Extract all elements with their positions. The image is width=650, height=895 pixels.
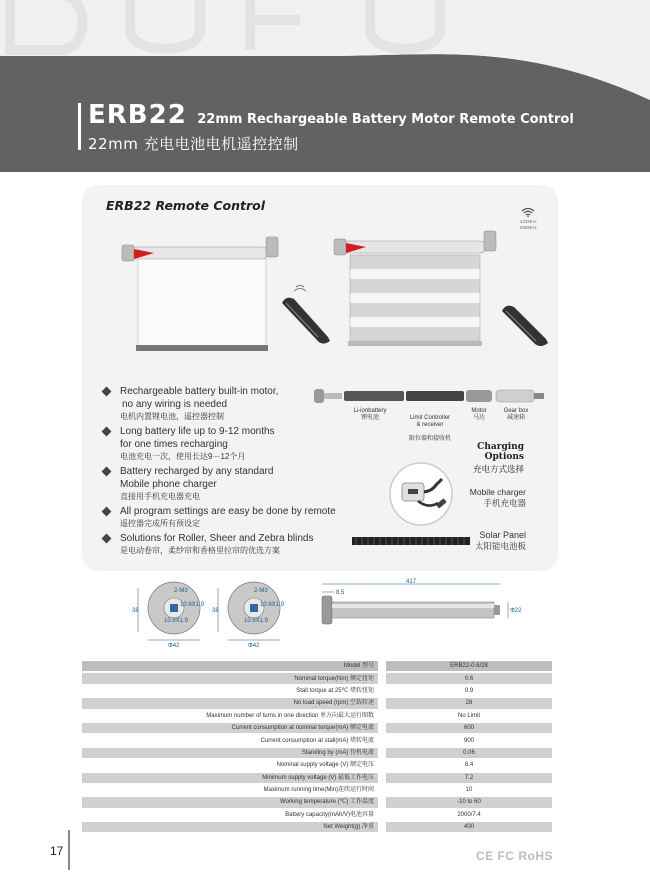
header-title-row	[88, 100, 574, 130]
spec-label: Maximum number of turns in one direction 单方向最大运行圈数	[206, 712, 374, 719]
header-accent-bar	[78, 103, 81, 150]
end-a-label-2: 10.8X1.9	[180, 602, 205, 608]
mobile-charger-label: Mobile charger 手机充电器	[469, 487, 526, 508]
spec-header-row	[82, 661, 552, 671]
feature-item: Rechargeable battery built-in motor, no any wiring is needed 电机内置锂电池，遥控器控制	[100, 385, 370, 423]
diamond-bullet-icon	[102, 534, 112, 544]
wireless-icon	[521, 207, 535, 217]
spec-value: 7.2	[386, 773, 552, 783]
feature-item: Battery recharged by any standard Mobile phone charger 直接用手机充电器充电	[100, 465, 370, 503]
charging-options: Charging Options 充电方式选择	[472, 442, 524, 474]
spec-gap	[378, 661, 386, 671]
spec-gap	[378, 673, 386, 683]
spec-row	[82, 686, 552, 696]
spec-label: No load speed (rpm) 空载转速	[82, 698, 378, 708]
end-b-label-1: 2-M3	[254, 588, 268, 594]
solar-panel-label: Solar Panel 太阳能电池板	[474, 530, 526, 551]
spec-value: ERB22-0.6/28	[386, 661, 552, 671]
end-b-diameter: Φ42	[248, 643, 260, 648]
header-title-en: 22mm Rechargeable Battery Motor Remote Control	[197, 112, 574, 127]
spec-gap	[378, 723, 386, 733]
spec-value: No Limit	[457, 712, 480, 719]
component-gear-box: Gear box 减速箱	[503, 408, 529, 421]
feature-item: Solutions for Roller, Sheer and Zebra blinds 是电动卷帘，柔纱帘和香格里拉帘的优选方案	[100, 532, 370, 557]
spec-gap	[378, 686, 386, 696]
spec-label: Battery capacity(mAh/V)电池容量	[285, 811, 374, 818]
spec-value: 0.6	[386, 673, 552, 683]
end-a-diameter: Φ42	[168, 643, 180, 648]
end-cap-drawing-a	[132, 582, 205, 648]
spec-value: 0.9	[464, 687, 474, 694]
spec-value: -10 to 60	[386, 797, 552, 807]
spec-gap	[378, 735, 386, 745]
mobile-charger-image	[388, 461, 454, 527]
spec-value: 2000/7.4	[457, 811, 481, 818]
roller-blind-illustration	[120, 227, 290, 357]
end-b-label-3: 10.8X1.9	[244, 618, 269, 624]
spec-gap	[378, 810, 386, 820]
spec-row	[82, 711, 552, 721]
spec-label: Net Weight(g) 净重	[82, 822, 378, 832]
footer-divider	[68, 830, 70, 870]
panel-title: ERB22 Remote Control	[106, 198, 266, 213]
spec-gap	[378, 822, 386, 832]
spec-row	[82, 673, 552, 683]
product-panel	[82, 185, 558, 571]
feature-item: Long battery life up to 9-12 months for one times recharging 电池充电一次，使用长达9－12个月	[100, 425, 370, 463]
component-limit-controller: Limit Controller & receiver 限位器和接收机	[408, 415, 451, 442]
end-a-label-3: 10.8X1.9	[164, 618, 189, 624]
spec-value: 600	[386, 723, 552, 733]
tube-offset: 8.5	[336, 590, 345, 596]
frequency-badge	[520, 207, 537, 231]
spec-label: Minimum supply voltage (V) 最低工作电压	[82, 773, 378, 783]
spec-label: Current consumption at stall(mA) 堵转电流	[260, 737, 374, 744]
freq-433: 433MHz	[520, 219, 537, 224]
dimension-drawings	[130, 578, 560, 648]
spec-gap	[378, 785, 386, 795]
solar-panel-image	[352, 537, 470, 545]
spec-label: Maximum running time(Min)连续运行时间	[263, 787, 374, 794]
spec-gap	[378, 797, 386, 807]
spec-row	[82, 785, 552, 795]
spec-value: 10	[465, 787, 473, 794]
feature-list	[100, 385, 370, 559]
diamond-bullet-icon	[102, 467, 112, 477]
spec-table	[82, 659, 552, 834]
end-b-height: 38	[212, 608, 219, 614]
diamond-bullet-icon	[102, 427, 112, 437]
spec-gap	[378, 711, 386, 721]
component-battery: Li-ionbattery 锂电池	[353, 408, 387, 421]
spec-row	[82, 723, 552, 733]
spec-row	[82, 773, 552, 783]
spec-gap	[378, 698, 386, 708]
certification-marks: CE FC RoHS	[476, 849, 553, 863]
end-b-label-2: 10.8X1.9	[260, 602, 285, 608]
spec-row	[82, 748, 552, 758]
diamond-bullet-icon	[102, 507, 112, 517]
spec-value: 8.4	[464, 762, 474, 769]
spec-value: 900	[463, 737, 474, 744]
spec-label: Model 型号	[82, 661, 378, 671]
tube-motor-drawing	[322, 579, 522, 624]
zebra-blind-illustration	[330, 225, 500, 355]
spec-gap	[378, 773, 386, 783]
header-title-cn: 22mm 充电电池电机遥控控制	[88, 135, 299, 153]
freq-868: 868MHz	[520, 225, 537, 230]
model-name: ERB22	[88, 100, 187, 130]
spec-gap	[378, 748, 386, 758]
tube-length: 417	[406, 579, 417, 585]
end-a-height: 38	[132, 608, 139, 614]
spec-label: Standing by (mA) 待机电流	[82, 748, 378, 758]
page-number: 17	[50, 844, 64, 858]
remote-control-1	[272, 285, 332, 355]
end-a-label-1: 2-M3	[174, 588, 188, 594]
diamond-bullet-icon	[102, 387, 112, 397]
component-motor: Motor 马达	[471, 408, 487, 421]
end-cap-drawing-b	[212, 582, 285, 648]
spec-label: Stall torque at 25℃ 堵转扭矩	[296, 687, 374, 694]
spec-gap	[378, 760, 386, 770]
spec-value: 28	[386, 698, 552, 708]
spec-row	[82, 760, 552, 770]
spec-value: 400	[386, 822, 552, 832]
spec-label: Nominal torque(Nm) 额定扭矩	[82, 673, 378, 683]
page-header	[0, 0, 650, 172]
spec-label: Working temperature (℃) 工作温度	[82, 797, 378, 807]
spec-value: 0.06	[386, 748, 552, 758]
spec-row	[82, 735, 552, 745]
spec-row	[82, 797, 552, 807]
spec-label: Current consumption at nominal torque(mA) 额定电流	[82, 723, 378, 733]
remote-control-2	[494, 297, 554, 357]
spec-row	[82, 810, 552, 820]
spec-row	[82, 822, 552, 832]
tube-diameter: Φ22	[510, 608, 522, 614]
spec-row	[82, 698, 552, 708]
feature-item: All program settings are easy be done by remote 遥控器完成所有预设定	[100, 505, 370, 530]
spec-label: Nominal supply voltage (V) 额定电压	[276, 762, 374, 769]
